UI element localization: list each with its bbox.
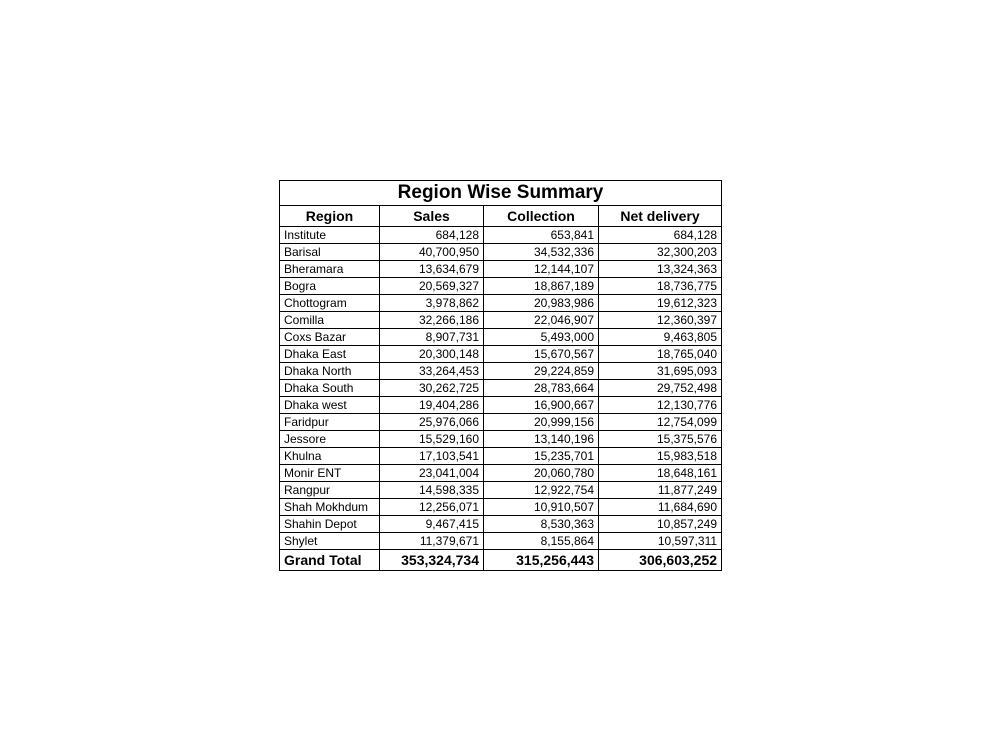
collection-cell: 12,922,754 [484,482,599,499]
collection-cell: 34,532,336 [484,244,599,261]
region-cell: Dhaka East [280,346,380,363]
collection-cell: 29,224,859 [484,363,599,380]
net-delivery-cell: 18,765,040 [599,346,722,363]
table-row [280,312,722,329]
net-delivery-cell: 15,375,576 [599,431,722,448]
collection-cell: 12,144,107 [484,261,599,278]
table-row [280,295,722,312]
region-cell: Dhaka South [280,380,380,397]
sales-cell: 9,467,415 [380,516,484,533]
column-header-collection: Collection [484,206,599,227]
collection-cell: 22,046,907 [484,312,599,329]
grand-total-sales: 353,324,734 [380,550,484,571]
table-row [280,448,722,465]
sales-cell: 40,700,950 [380,244,484,261]
column-header-sales: Sales [380,206,484,227]
table-row [280,414,722,431]
region-cell: Jessore [280,431,380,448]
collection-cell: 20,060,780 [484,465,599,482]
region-cell: Barisal [280,244,380,261]
net-delivery-cell: 12,754,099 [599,414,722,431]
collection-cell: 10,910,507 [484,499,599,516]
sales-cell: 20,300,148 [380,346,484,363]
net-delivery-cell: 31,695,093 [599,363,722,380]
sales-cell: 19,404,286 [380,397,484,414]
collection-cell: 28,783,664 [484,380,599,397]
grand-total-collection: 315,256,443 [484,550,599,571]
region-cell: Coxs Bazar [280,329,380,346]
table-row [280,329,722,346]
table-row [280,278,722,295]
net-delivery-cell: 10,597,311 [599,533,722,550]
collection-cell: 18,867,189 [484,278,599,295]
collection-cell: 8,530,363 [484,516,599,533]
collection-cell: 13,140,196 [484,431,599,448]
net-delivery-cell: 18,648,161 [599,465,722,482]
table-row [280,465,722,482]
table-row [280,533,722,550]
table-row [280,431,722,448]
header-row [280,206,722,227]
table-body [280,227,722,550]
sales-cell: 12,256,071 [380,499,484,516]
sales-cell: 23,041,004 [380,465,484,482]
sales-cell: 20,569,327 [380,278,484,295]
net-delivery-cell: 29,752,498 [599,380,722,397]
region-cell: Shah Mokhdum [280,499,380,516]
region-cell: Institute [280,227,380,244]
collection-cell: 20,983,986 [484,295,599,312]
sales-cell: 33,264,453 [380,363,484,380]
sales-cell: 25,976,066 [380,414,484,431]
sales-cell: 8,907,731 [380,329,484,346]
net-delivery-cell: 13,324,363 [599,261,722,278]
net-delivery-cell: 684,128 [599,227,722,244]
net-delivery-cell: 9,463,805 [599,329,722,346]
region-summary-table [279,180,722,571]
table-title: Region Wise Summary [280,181,722,206]
net-delivery-cell: 11,877,249 [599,482,722,499]
region-cell: Comilla [280,312,380,329]
grand-total-net-delivery: 306,603,252 [599,550,722,571]
region-cell: Shahin Depot [280,516,380,533]
region-cell: Dhaka west [280,397,380,414]
column-header-net-delivery: Net delivery [599,206,722,227]
region-cell: Dhaka North [280,363,380,380]
region-cell: Monir ENT [280,465,380,482]
region-cell: Bogra [280,278,380,295]
collection-cell: 5,493,000 [484,329,599,346]
table-row [280,397,722,414]
net-delivery-cell: 10,857,249 [599,516,722,533]
table-row [280,499,722,516]
grand-total-label: Grand Total [280,550,380,571]
sales-cell: 14,598,335 [380,482,484,499]
sales-cell: 13,634,679 [380,261,484,278]
sales-cell: 17,103,541 [380,448,484,465]
collection-cell: 15,670,567 [484,346,599,363]
sales-cell: 684,128 [380,227,484,244]
title-row [280,181,722,206]
sales-cell: 30,262,725 [380,380,484,397]
net-delivery-cell: 18,736,775 [599,278,722,295]
table-row [280,227,722,244]
sales-cell: 3,978,862 [380,295,484,312]
collection-cell: 653,841 [484,227,599,244]
region-cell: Rangpur [280,482,380,499]
region-cell: Faridpur [280,414,380,431]
table-row [280,516,722,533]
table-row [280,363,722,380]
collection-cell: 15,235,701 [484,448,599,465]
collection-cell: 20,999,156 [484,414,599,431]
region-cell: Shylet [280,533,380,550]
sales-cell: 32,266,186 [380,312,484,329]
net-delivery-cell: 32,300,203 [599,244,722,261]
table-row [280,482,722,499]
collection-cell: 8,155,864 [484,533,599,550]
net-delivery-cell: 15,983,518 [599,448,722,465]
collection-cell: 16,900,667 [484,397,599,414]
region-cell: Bheramara [280,261,380,278]
region-cell: Chottogram [280,295,380,312]
net-delivery-cell: 19,612,323 [599,295,722,312]
net-delivery-cell: 12,130,776 [599,397,722,414]
table-row [280,380,722,397]
table-row [280,346,722,363]
table-row [280,244,722,261]
net-delivery-cell: 12,360,397 [599,312,722,329]
net-delivery-cell: 11,684,690 [599,499,722,516]
region-cell: Khulna [280,448,380,465]
sales-cell: 15,529,160 [380,431,484,448]
table-row [280,261,722,278]
column-header-region: Region [280,206,380,227]
grand-total-row [280,550,722,571]
sales-cell: 11,379,671 [380,533,484,550]
